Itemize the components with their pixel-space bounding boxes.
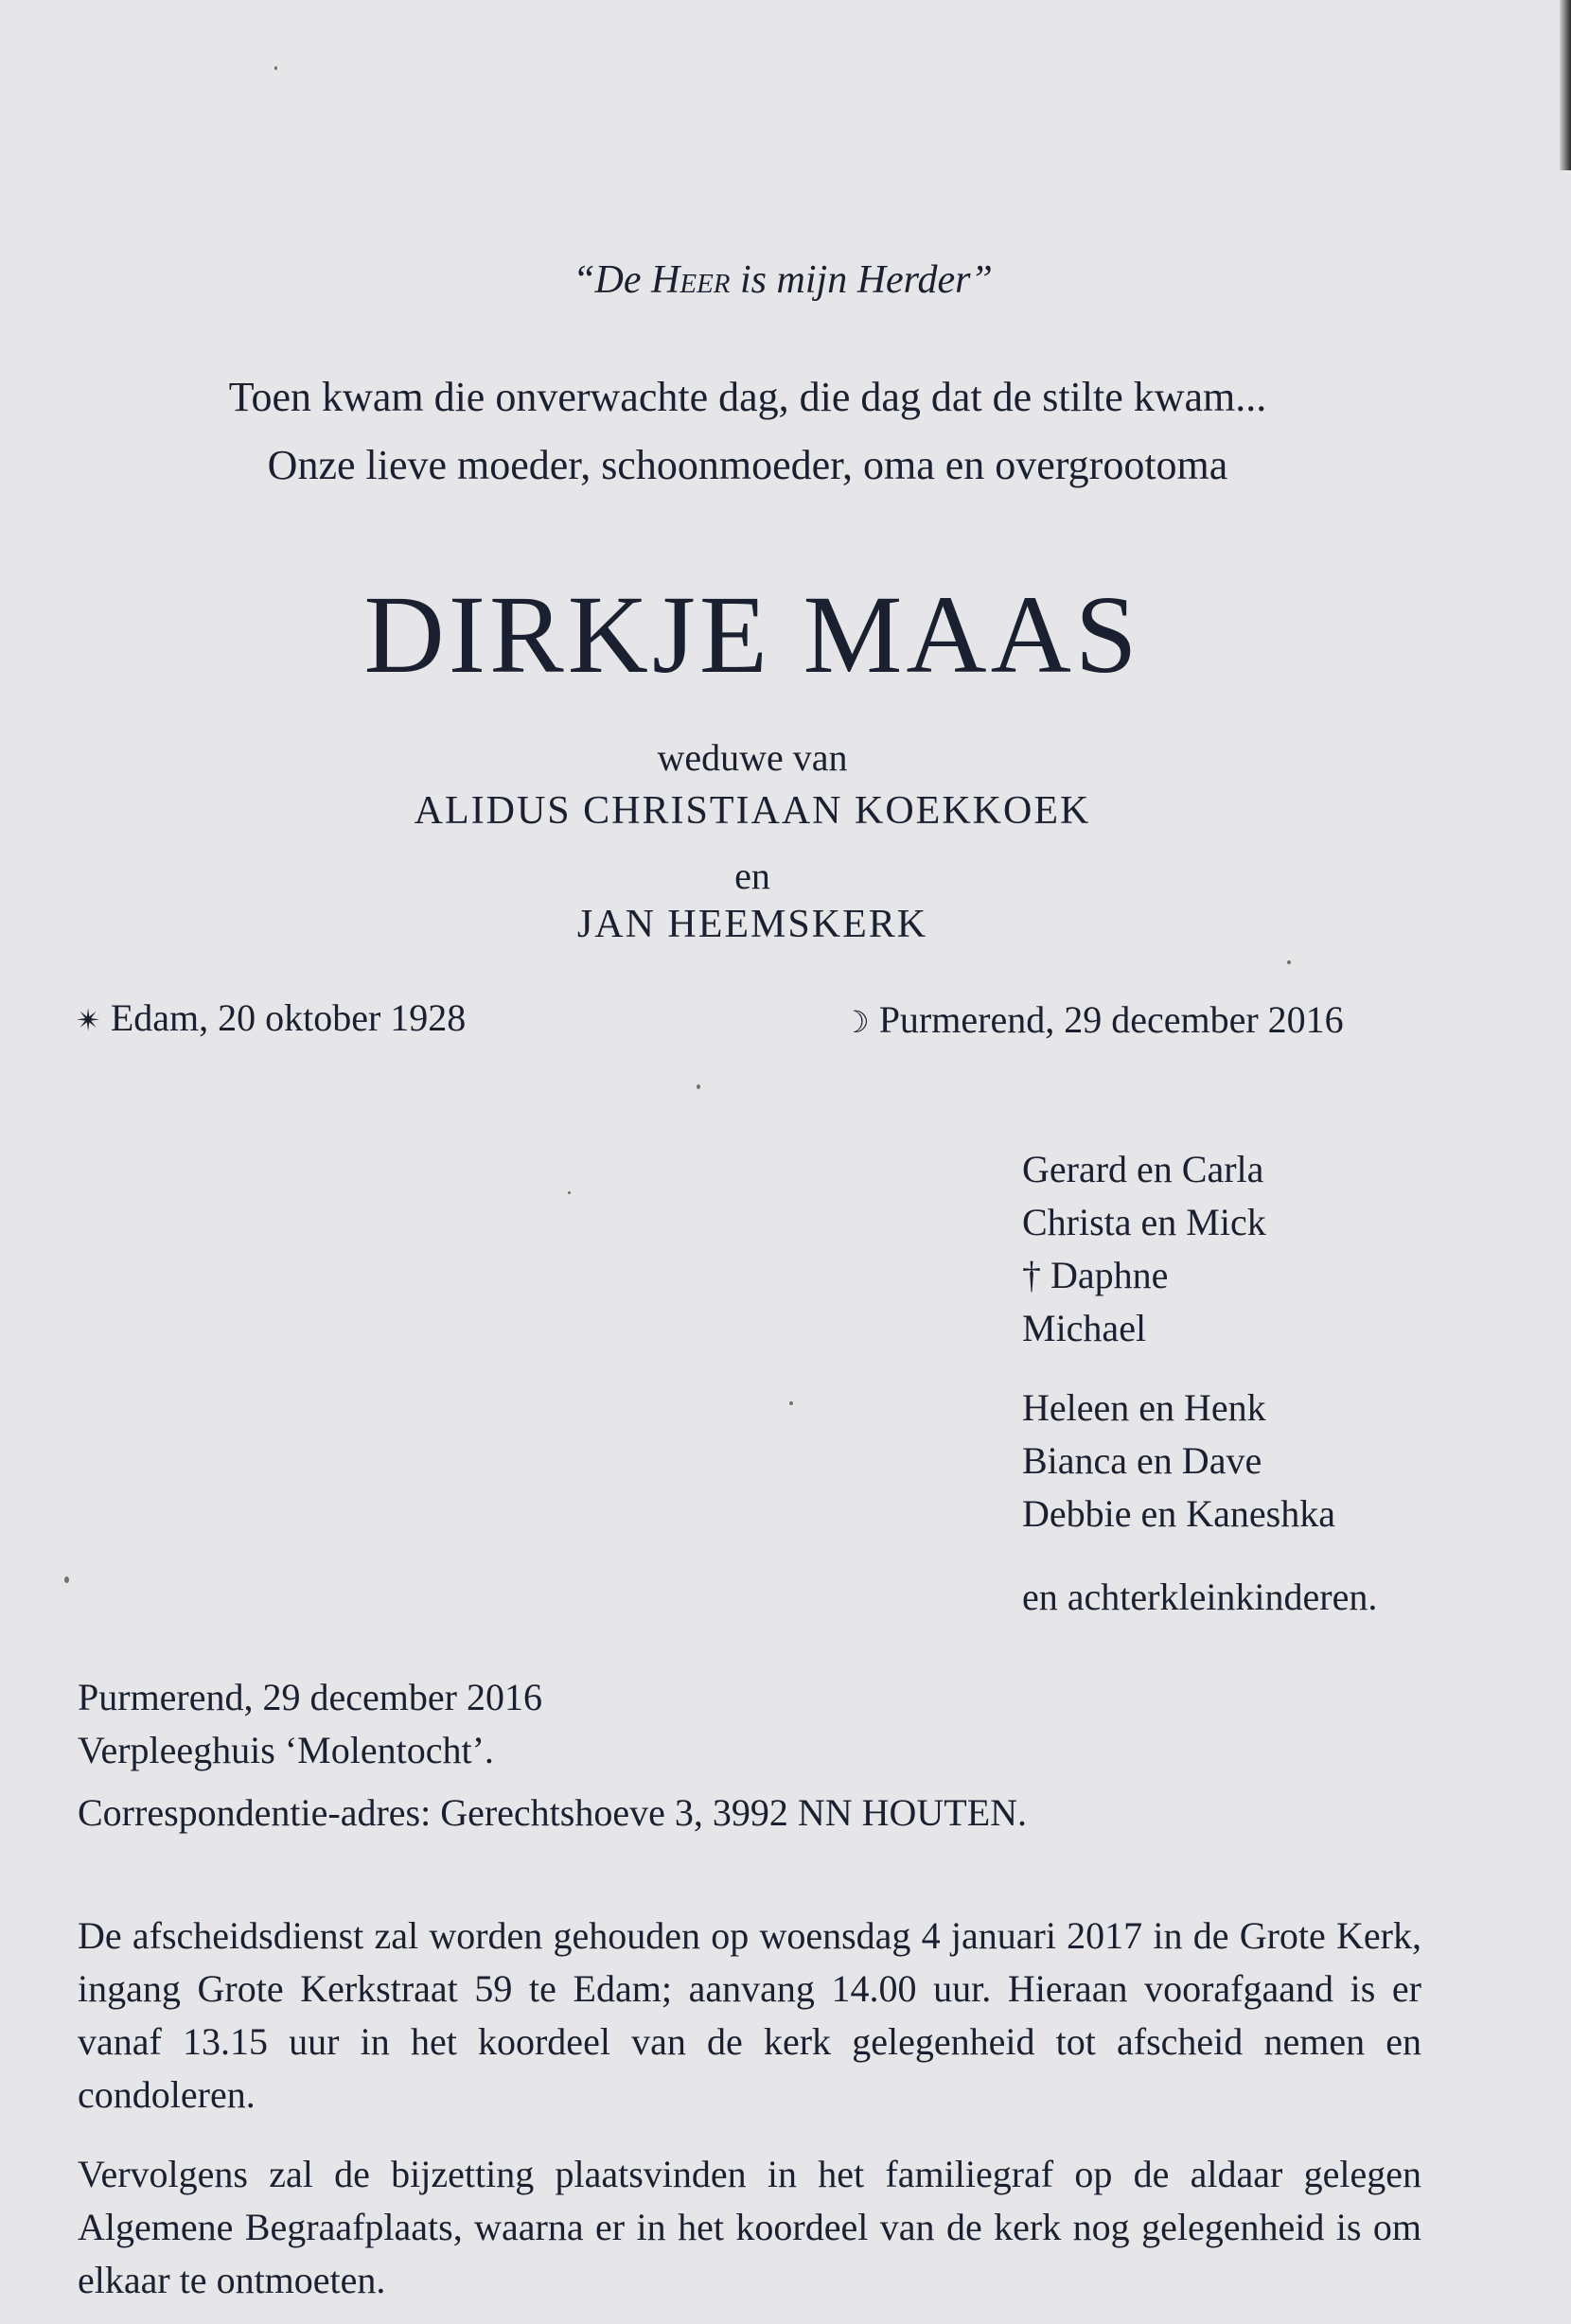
family-member: Gerard en Carla xyxy=(1022,1148,1264,1190)
info-block xyxy=(78,1671,542,1777)
husband-2: JAN HEEMSKERK xyxy=(576,903,928,946)
family-member: Debbie en Kaneshka xyxy=(1022,1492,1335,1535)
family-group-2 xyxy=(1022,1382,1335,1541)
intro-line-2: Onze lieve moeder, schoonmoeder, oma en overgrootoma xyxy=(267,442,1228,488)
moon-icon: ☽ xyxy=(842,1005,870,1039)
birth-line xyxy=(76,996,467,1039)
scan-speck xyxy=(789,1401,793,1405)
birth-text: Edam, 20 oktober 1928 xyxy=(110,996,467,1039)
family-member: Christa en Mick xyxy=(1022,1201,1266,1243)
location: Verpleeghuis ‘Molentocht’. xyxy=(78,1729,494,1771)
scan-speck xyxy=(568,1191,571,1194)
place-date: Purmerend, 29 december 2016 xyxy=(78,1676,542,1718)
husband-1: ALIDUS CHRISTIAAN KOEKKOEK xyxy=(414,789,1091,833)
death-line xyxy=(842,998,1344,1041)
motto-open: “De xyxy=(573,258,652,302)
motto-close: is mijn Herder” xyxy=(730,258,993,302)
family-group-1 xyxy=(1022,1143,1266,1355)
motto xyxy=(0,260,1568,300)
star-icon: ✴ xyxy=(76,1003,101,1037)
address: Correspondentie-adres: Gerechtshoeve 3, 3992 NN HOUTEN. xyxy=(78,1791,1028,1834)
scan-speck xyxy=(697,1084,700,1089)
family-member: Heleen en Henk xyxy=(1022,1386,1266,1429)
widow-of: weduwe van xyxy=(657,736,848,779)
family-member: Michael xyxy=(1022,1307,1147,1349)
motto-heer: Heer xyxy=(651,258,731,302)
family-closing-text: en achterkleinkinderen. xyxy=(1022,1576,1378,1618)
conjunction: en xyxy=(734,854,770,897)
scan-edge xyxy=(1560,0,1571,170)
intro-line-1: Toen kwam die onverwachte dag, die dag dat de stilte kwam... xyxy=(228,374,1267,420)
service-paragraph-2: Vervolgens zal de bijzetting plaatsvinden in het familiegraf op de aldaar gelegen Algemene Begraafplaats, waarna er in het koordeel van de kerk nog gelegenheid is om elkaar te ontmoeten. xyxy=(78,2153,1421,2301)
family-closing xyxy=(1022,1571,1377,1624)
family-member: Bianca en Dave xyxy=(1022,1439,1262,1482)
family-member: † Daphne xyxy=(1022,1254,1169,1296)
scan-speck xyxy=(274,66,277,70)
death-text: Purmerend, 29 december 2016 xyxy=(878,998,1344,1041)
scan-speck xyxy=(64,1576,69,1583)
scan-speck xyxy=(1287,960,1291,964)
deceased-name: DIRKJE MAAS xyxy=(363,572,1141,696)
service-paragraph-1: De afscheidsdienst zal worden gehouden op woensdag 4 januari 2017 in de Grote Kerk, ingang Grote Kerkstraat 59 te Edam; aanvang 14.00 uur. Hieraan voorafgaand is er vanaf 13.15 uur in het koordeel van de kerk gelegenheid tot afscheid nemen en condoleren. xyxy=(78,1914,1421,2116)
